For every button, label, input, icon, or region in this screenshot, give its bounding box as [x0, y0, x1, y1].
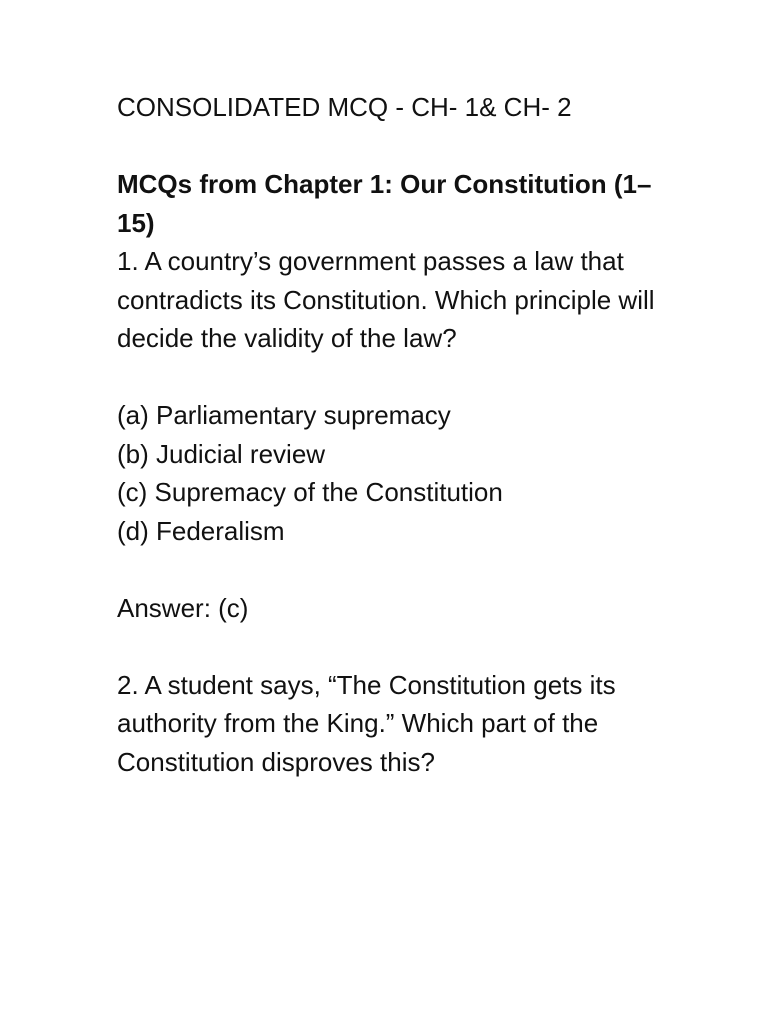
question-text: 1. A country’s government passes a law that contradicts its Constitution. Which principle will decide the validity of the law? — [117, 246, 655, 353]
options-list — [117, 396, 677, 550]
question-text: 2. A student says, “The Constitution gets its authority from the King.” Which part of the Constitution disproves this? — [117, 669, 616, 777]
question-1 — [117, 242, 677, 627]
option-c: (c) Supremacy of the Constitution — [117, 477, 503, 507]
question-2 — [117, 666, 677, 782]
option-b: (b) Judicial review — [117, 438, 326, 469]
option-a: (a) Parliamentary supremacy — [117, 400, 451, 430]
chapter-heading: MCQs from Chapter 1: Our Constitution (1–15) — [117, 169, 652, 238]
document-page — [117, 88, 677, 781]
option-d: (d) Federalism — [117, 515, 285, 546]
answer-text: Answer: (c) — [117, 592, 249, 623]
document-title: CONSOLIDATED MCQ - CH- 1& CH- 2 — [117, 92, 572, 122]
